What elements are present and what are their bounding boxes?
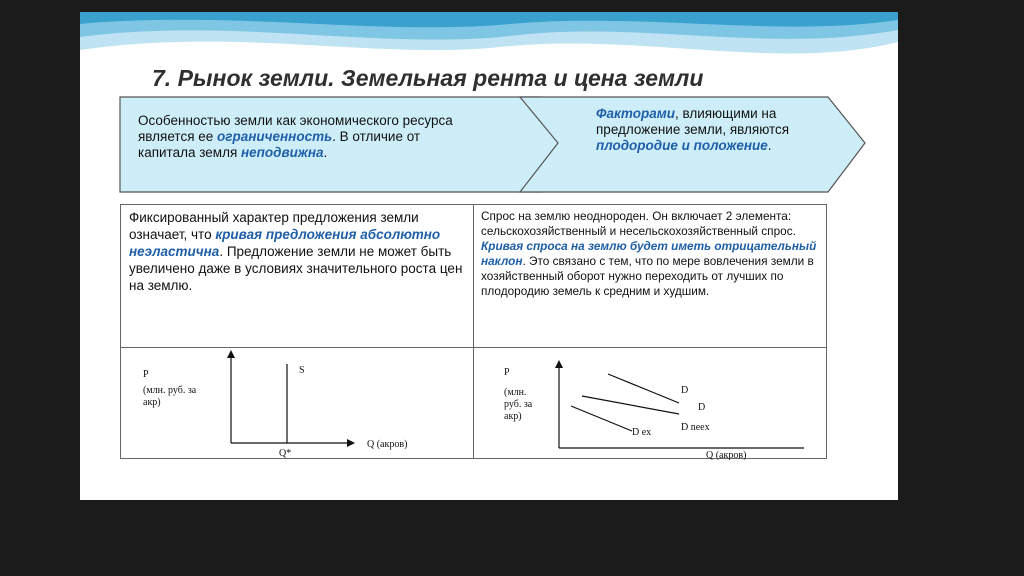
demand-description — [481, 209, 821, 299]
demand-graph — [474, 348, 826, 460]
highlight-span: кривая предложения абсолютно неэластична — [129, 227, 441, 259]
text-span: , влияющими на предложение земли, являются — [596, 106, 790, 137]
arrow-right-text — [596, 106, 796, 154]
demand-curve-d-ex — [571, 406, 632, 431]
y-axis-label: P — [143, 369, 149, 380]
text-span: . В отличие от капитала земля — [138, 129, 421, 160]
y-axis-unit-line2: руб. за — [504, 399, 533, 410]
supply-graph — [121, 348, 473, 460]
y-axis-unit-line1: (млн. руб. за — [143, 385, 197, 396]
highlight-span: Кривая спроса на землю будет иметь отрицательный наклон — [481, 239, 817, 268]
highlight-span: ограниченность — [217, 129, 333, 144]
highlight-span: неподвижна — [241, 145, 324, 160]
page-title: 7. Рынок земли. Земельная рента и цена земли — [152, 65, 704, 91]
y-axis-arrowhead — [227, 350, 235, 358]
slide — [80, 12, 898, 500]
text-span: Особенностью земли как экономического ресурса является ее — [138, 113, 453, 144]
highlight-span: Факторами — [596, 106, 675, 121]
y-axis-unit-line1: (млн. — [504, 387, 527, 398]
arrow-left-text — [138, 113, 468, 161]
y-axis-label: P — [504, 367, 510, 378]
text-span: . — [767, 138, 772, 153]
demand-curve-d-neex-label: D neex — [681, 422, 710, 433]
q-star-label: Q* — [279, 448, 292, 459]
text-span: . — [323, 145, 328, 160]
text-span: Спрос на землю неоднороден. Он включает 2 элемента: сельскохозяйственный и несельскохозяйственный спрос. — [481, 209, 796, 238]
demand-curve-d-label: D — [681, 385, 689, 396]
x-axis-arrowhead — [347, 439, 355, 447]
text-span: . Это связано с тем, что по мере вовлечения земли в хозяйственный оборот нужно переходить от лучших по плодородию земель к средним и худшим. — [481, 254, 814, 298]
highlight-span: плодородие и положение — [596, 138, 768, 153]
y-axis-unit-line3: акр) — [504, 411, 522, 422]
demand-curve-d-total — [582, 396, 679, 414]
x-axis-label: Q (акров) — [706, 450, 747, 460]
y-axis-arrowhead — [555, 360, 563, 368]
x-axis-label: Q (акров) — [367, 439, 408, 450]
supply-curve-label: S — [299, 365, 305, 376]
y-axis-unit-line2: акр) — [143, 397, 161, 408]
demand-curve-d-total-label: D — [698, 402, 706, 413]
demand-curve-d-ex-label: D ex — [632, 427, 652, 438]
demand-curve-d — [608, 374, 679, 403]
text-span: . Предложение земли не может быть увеличено даже в условиях значительного роста цен на землю. — [129, 244, 463, 293]
supply-description — [129, 209, 469, 294]
content-table — [120, 204, 827, 459]
text-span: Фиксированный характер предложения земли означает, что — [129, 210, 419, 242]
